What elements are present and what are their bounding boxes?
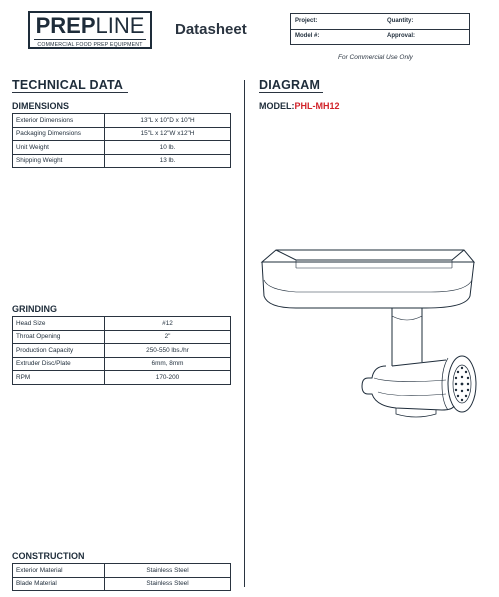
spec-key: Extruder Disc/Plate bbox=[13, 357, 105, 371]
diagram-underline bbox=[259, 92, 323, 93]
grinding-heading: GRINDING bbox=[12, 304, 57, 314]
logo-tagline: COMMERCIAL FOOD PREP EQUIPMENT bbox=[34, 39, 146, 48]
spec-value: 10 lb. bbox=[105, 141, 231, 155]
datasheet-title: Datasheet bbox=[175, 21, 247, 38]
technical-data-underline bbox=[12, 92, 128, 93]
spec-value: Stainless Steel bbox=[105, 564, 231, 578]
column-divider bbox=[244, 80, 245, 587]
spec-value: 15"L x 12"W x12"H bbox=[105, 127, 231, 141]
spec-value: 250-550 lbs./hr bbox=[105, 344, 231, 358]
table-row bbox=[13, 114, 231, 128]
approval-label: Approval: bbox=[387, 33, 416, 39]
commercial-use-note: For Commercial Use Only bbox=[338, 54, 413, 61]
spec-key: Packaging Dimensions bbox=[13, 127, 105, 141]
spec-value: #12 bbox=[105, 317, 231, 331]
grinding-table bbox=[12, 316, 231, 385]
spec-key: Head Size bbox=[13, 317, 105, 331]
table-row bbox=[13, 127, 231, 141]
table-row bbox=[13, 357, 231, 371]
prepline-logo bbox=[28, 11, 152, 49]
table-row bbox=[13, 371, 231, 385]
spec-key: Throat Opening bbox=[13, 330, 105, 344]
logo-light-text: LINE bbox=[95, 13, 145, 38]
spec-value: 13"L x 10"D x 10"H bbox=[105, 114, 231, 128]
project-row bbox=[291, 14, 469, 30]
spec-value: 13 lb. bbox=[105, 154, 231, 168]
construction-table bbox=[12, 563, 231, 591]
meat-grinder-illustration bbox=[256, 238, 486, 438]
grinder-body-icon bbox=[362, 366, 454, 410]
table-row bbox=[13, 577, 231, 591]
model-row bbox=[291, 29, 469, 44]
project-label: Project: bbox=[295, 18, 318, 24]
dimensions-table bbox=[12, 113, 231, 168]
spec-key: Exterior Material bbox=[13, 564, 105, 578]
table-row bbox=[13, 344, 231, 358]
spec-key: Shipping Weight bbox=[13, 154, 105, 168]
spec-value: 2" bbox=[105, 330, 231, 344]
spec-key: Exterior Dimensions bbox=[13, 114, 105, 128]
table-row bbox=[13, 330, 231, 344]
project-info-box bbox=[290, 13, 470, 45]
table-row bbox=[13, 317, 231, 331]
spec-value: 6mm, 8mm bbox=[105, 357, 231, 371]
model-number: PHL-MH12 bbox=[294, 101, 340, 111]
spec-value: 170-200 bbox=[105, 371, 231, 385]
technical-data-heading: TECHNICAL DATA bbox=[12, 78, 124, 92]
table-row bbox=[13, 564, 231, 578]
plate-holes-icon bbox=[455, 367, 469, 401]
logo-bold-text: PREP bbox=[35, 13, 96, 38]
spec-value: Stainless Steel bbox=[105, 577, 231, 591]
model-line bbox=[259, 101, 340, 111]
spec-key: Production Capacity bbox=[13, 344, 105, 358]
quantity-label: Quantity: bbox=[387, 18, 414, 24]
model-number-label: Model #: bbox=[295, 33, 320, 39]
dimensions-heading: DIMENSIONS bbox=[12, 101, 70, 111]
spec-key: Blade Material bbox=[13, 577, 105, 591]
throat-neck-icon bbox=[392, 308, 422, 366]
diagram-heading: DIAGRAM bbox=[259, 78, 321, 92]
model-label: MODEL: bbox=[259, 101, 295, 111]
spec-key: Unit Weight bbox=[13, 141, 105, 155]
table-row bbox=[13, 141, 231, 155]
construction-heading: CONSTRUCTION bbox=[12, 551, 85, 561]
table-row bbox=[13, 154, 231, 168]
spec-key: RPM bbox=[13, 371, 105, 385]
